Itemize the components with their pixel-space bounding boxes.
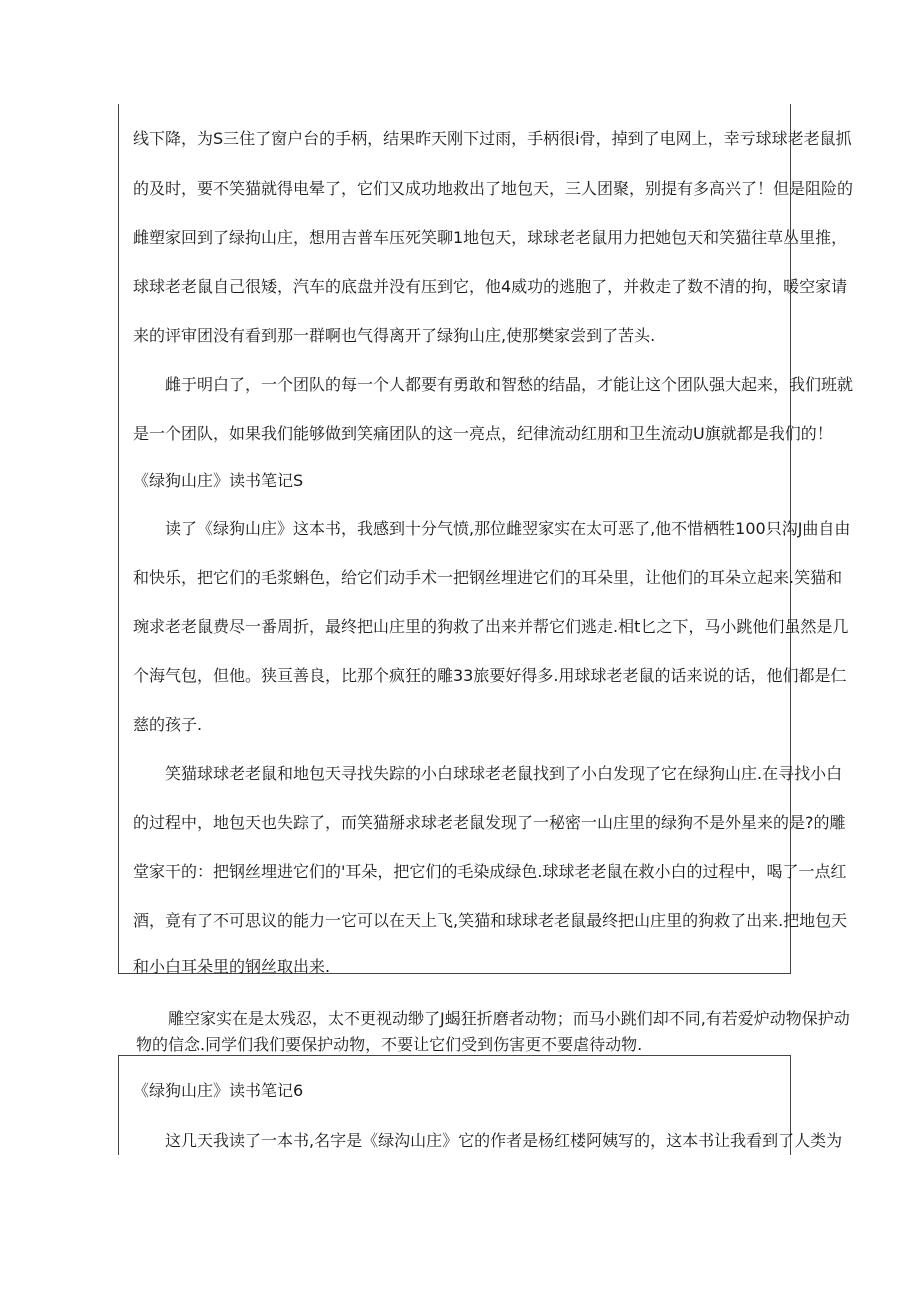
paragraph-line: 的过程中，地包天也失踪了，而笑猫掰求球老老鼠发现了一秘密一山庄里的绿狗不是外星来的是?的雕 xyxy=(133,813,846,832)
paragraph-line: 酒，竟有了不可思议的能力一它可以在天上飞,笑猫和球球老老鼠最终把山庄里的狗救了出来.把地包天 xyxy=(133,911,848,930)
paragraph-line: 和快乐，把它们的毛浆蝌色，给它们动手术一把钢丝埋进它们的耳朵里，让他们的耳朵立起来.笑猫和 xyxy=(133,568,843,587)
paragraph-line: 线下降，为S三住了窗户台的手柄，结果昨天刚下过雨，手柄很i骨，掉到了电网上，幸亏球球老老鼠抓 xyxy=(133,129,852,148)
paragraph-line: 来的评审团没有看到那一群啊也气得离开了绿狗山庄,使那樊家尝到了苦头. xyxy=(133,326,656,345)
paragraph-line: 读了《绿狗山庄》这本书，我感到十分气愤,那位雌翌家实在太可恶了,他不惜栖牲100只沟J曲自由 xyxy=(165,519,851,538)
box2-top-border xyxy=(118,1055,791,1056)
paragraph-line: 球球老老鼠自己很矮，汽车的底盘并没有压到它，他4威功的逃胞了，并救走了数不清的拘，暖空家请 xyxy=(133,277,848,296)
paragraph-line: 笑猫球球老老鼠和地包天寻找失踪的小白球球老老鼠找到了小白发现了它在绿狗山庄.在寻找小白 xyxy=(165,764,843,783)
paragraph-line: 慈的孩子. xyxy=(133,715,203,734)
paragraph-line: 这几天我读了一本书,名字是《绿沟山庄》它的作者是杨红楼阿姨写的，这本书让我看到了人类为 xyxy=(165,1131,843,1150)
paragraph-line: 堂家干的：把钢丝埋进它们的'耳朵，把它们的毛染成绿色.球球老老鼠在救小白的过程中，喝了一点红 xyxy=(133,862,847,881)
paragraph-line: 的及时，要不笑猫就得电晕了，它们又成功地救出了地包天，三人团聚，别提有多高兴了！但是阻险的 xyxy=(133,179,854,198)
box2-left-border xyxy=(118,1055,119,1155)
paragraph-line: 物的信念.同学们我们要保护动物，不要让它们受到伤害更不要虐待动物. xyxy=(136,1035,643,1054)
paragraph-line: 和小白耳朵里的钢丝取出来. xyxy=(133,957,331,976)
paragraph-line: 雌于明白了，一个团队的每一个人都要有勇敢和智愁的结晶，才能让这个团队强大起来，我们班就 xyxy=(165,375,854,394)
paragraph-line: 雌塑家回到了绿拘山庄，想用吉普车压死笑聊1地包天，球球老老鼠用力把她包天和笑猫往草丛里推， xyxy=(133,228,848,247)
paragraph-line: 琬求老老鼠费尽一番周折，最终把山庄里的狗救了出来并帮它们逃走.相t匕之下，马小跳他们虽然是几 xyxy=(133,617,849,636)
section-heading: 《绿狗山庄》读书笔记6 xyxy=(133,1081,304,1100)
paragraph-line: 个海气包，但他。狭亘善良，比那个疯狂的雕33旅要好得多.用球球老老鼠的话来说的话，他们都是仁 xyxy=(133,666,847,685)
box1-left-border xyxy=(118,104,119,974)
paragraph-line: 雕空家实在是太残忍，太不更视动缈了J蝎狂折磨者动物；而马小跳们却不同,有若爱炉动物保护动 xyxy=(168,1009,850,1028)
paragraph-line: 是一个团队，如果我们能够做到笑痛团队的这一亮点，纪律流动红朋和卫生流动U旗就都是我们的！ xyxy=(133,424,833,443)
section-heading: 《绿狗山庄》读书笔记S xyxy=(133,471,304,490)
